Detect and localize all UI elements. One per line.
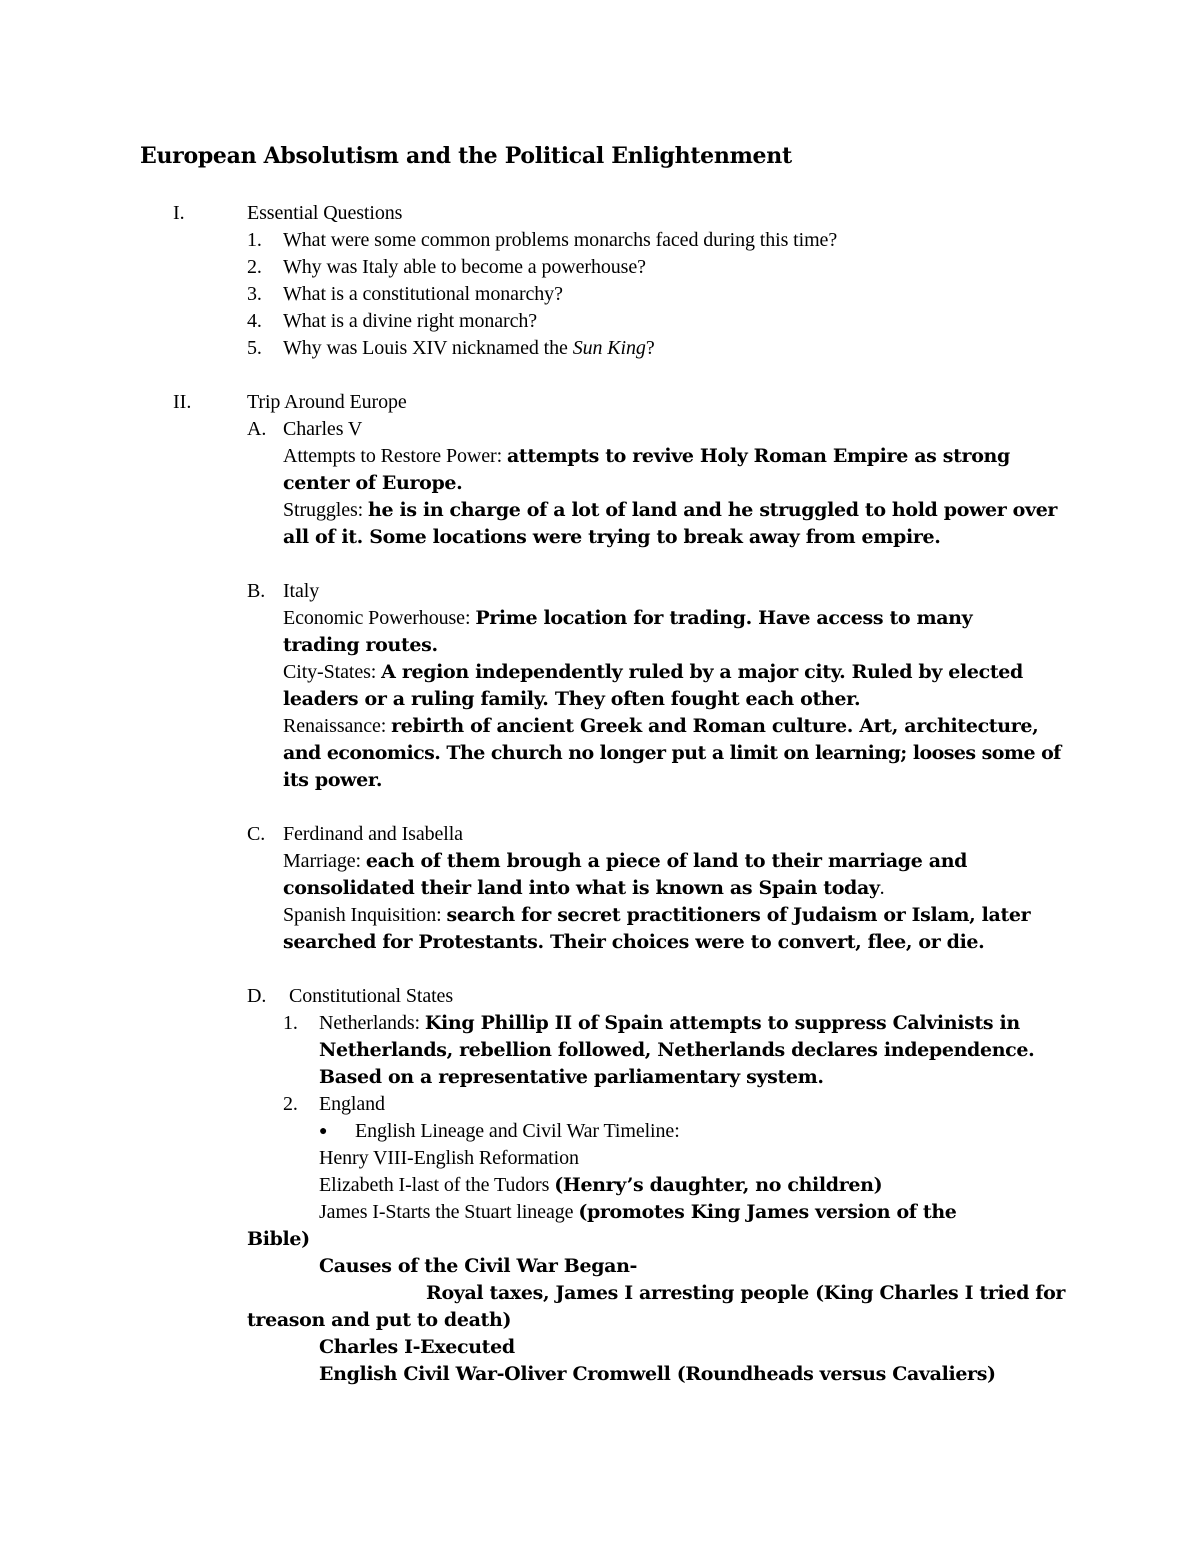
term-definition: and economics. The church no longer put a limit on learning; looses some of	[283, 742, 1061, 764]
english-civil-war	[319, 1361, 996, 1388]
question-text: What were some common problems monarchs faced during this time?	[283, 229, 838, 251]
term-definition: rebirth of ancient Greek and Roman culture. Art, architecture,	[391, 715, 1039, 737]
subsection-title: Ferdinand and Isabella	[283, 823, 463, 845]
term-label: Renaissance:	[283, 715, 392, 737]
bullet-icon: ●	[319, 1124, 328, 1139]
term-definition: leaders or a ruling family. They often fought each other.	[283, 688, 861, 710]
civil-war-causes-text	[426, 1280, 1065, 1307]
question-text-end: ?	[645, 337, 655, 359]
question-text: Why was Italy able to become a powerhouse?	[283, 256, 646, 278]
section-1-heading: Essential Questions	[247, 202, 403, 224]
item-number: 2.	[283, 1093, 298, 1115]
document-title: European Absolutism and the Political Enlightenment	[140, 143, 792, 169]
civil-war-causes	[319, 1253, 637, 1280]
question-2	[247, 254, 646, 281]
italy-city-states	[283, 659, 1023, 686]
timeline-entry: Elizabeth I-last of the Tudors	[319, 1174, 555, 1196]
subsection-b-heading	[247, 578, 319, 605]
question-3	[247, 281, 563, 308]
item-title: England	[319, 1093, 385, 1115]
question-number: 2.	[247, 256, 262, 278]
netherlands-item-cont-2	[319, 1064, 824, 1091]
ferdinand-isabella-marriage	[283, 848, 967, 875]
netherlands-item-cont-1	[319, 1037, 1034, 1064]
timeline-event: Charles I-Executed	[319, 1336, 515, 1358]
term-definition: King Phillip II of Spain attempts to suppress Calvinists in	[424, 1012, 1020, 1034]
charles-i-executed	[319, 1334, 515, 1361]
question-4	[247, 308, 537, 335]
subsection-d-heading	[247, 983, 453, 1010]
timeline-note: (promotes King James version of the	[578, 1201, 957, 1223]
term-label: City-States:	[283, 661, 382, 683]
charles-v-struggles	[283, 497, 1057, 524]
question-number: 5.	[247, 337, 262, 359]
causes-heading: Causes of the Civil War Began-	[319, 1255, 638, 1277]
question-number: 4.	[247, 310, 262, 332]
netherlands-item	[283, 1010, 1020, 1037]
henry-viii-line: Henry VIII-English Reformation	[319, 1147, 579, 1169]
term-definition: all of it. Some locations were trying to break away from empire.	[283, 526, 941, 548]
term-definition: A region independently ruled by a major city. Ruled by elected	[381, 661, 1023, 683]
term-definition: trading routes.	[283, 634, 438, 656]
subsection-title: Constitutional States	[289, 985, 454, 1007]
charles-v-restore-power-cont	[283, 470, 462, 497]
question-text: What is a divine right monarch?	[283, 310, 538, 332]
james-i-line	[319, 1199, 957, 1226]
term-label: Economic Powerhouse:	[283, 607, 476, 629]
term-label: Netherlands:	[319, 1012, 425, 1034]
subsection-letter: C.	[247, 823, 266, 845]
term-label: Marriage:	[283, 850, 366, 872]
spanish-inquisition	[283, 902, 1030, 929]
term-label: Attempts to Restore Power:	[283, 445, 507, 467]
timeline-note: (Henry’s daughter, no children)	[554, 1174, 883, 1196]
italy-renaissance	[283, 713, 1038, 740]
ferdinand-isabella-marriage-cont	[283, 875, 885, 902]
subsection-letter: D.	[247, 985, 267, 1007]
term-definition: center of Europe.	[283, 472, 463, 494]
charles-v-struggles-cont	[283, 524, 940, 551]
subsection-letter: A.	[247, 418, 267, 440]
subsection-title: Charles V	[283, 418, 363, 440]
subsection-title: Italy	[283, 580, 320, 602]
italy-renaissance-cont-1	[283, 740, 1061, 767]
question-1	[247, 227, 837, 254]
term-definition: attempts to revive Holy Roman Empire as strong	[506, 445, 1010, 467]
italy-economic-powerhouse-cont	[283, 632, 438, 659]
england-timeline-bullet	[319, 1118, 680, 1145]
bullet-text: English Lineage and Civil War Timeline:	[355, 1120, 680, 1142]
subsection-c-heading	[247, 821, 463, 848]
james-i-line-cont	[247, 1226, 310, 1253]
question-text: Why was Louis XIV nicknamed the	[283, 337, 573, 359]
term-definition: Based on a representative parliamentary system.	[319, 1066, 824, 1088]
timeline-note: Bible)	[247, 1228, 310, 1250]
question-number: 1.	[247, 229, 262, 251]
term-definition: Netherlands, rebellion followed, Netherlands declares independence.	[319, 1039, 1035, 1061]
sun-king-italic: Sun King	[572, 337, 646, 359]
term-label: Struggles:	[283, 499, 369, 521]
term-definition: its power.	[283, 769, 383, 791]
subsection-a-heading	[247, 416, 362, 443]
causes-text: Royal taxes, James I arresting people (King Charles I tried for	[426, 1282, 1066, 1304]
term-label: Spanish Inquisition:	[283, 904, 447, 926]
subsection-letter: B.	[247, 580, 266, 602]
section-2-heading: Trip Around Europe	[247, 391, 407, 413]
term-definition: he is in charge of a lot of land and he struggled to hold power over	[368, 499, 1058, 521]
england-item	[283, 1091, 385, 1118]
timeline-entry: James I-Starts the Stuart lineage	[319, 1201, 579, 1223]
charles-v-restore-power	[283, 443, 1010, 470]
timeline-event: English Civil War-Oliver Cromwell (Roundheads versus Cavaliers)	[319, 1363, 996, 1385]
causes-text: treason and put to death)	[247, 1309, 512, 1331]
term-definition: consolidated their land into what is known as Spain today	[283, 877, 880, 899]
elizabeth-i-line	[319, 1172, 882, 1199]
term-definition: each of them brough a piece of land to their marriage and	[365, 850, 968, 872]
question-5	[247, 335, 655, 362]
italy-economic-powerhouse	[283, 605, 972, 632]
spanish-inquisition-cont	[283, 929, 984, 956]
term-definition: searched for Protestants. Their choices were to convert, flee, or die.	[283, 931, 985, 953]
italy-city-states-cont	[283, 686, 860, 713]
item-number: 1.	[283, 1012, 298, 1034]
question-text: What is a constitutional monarchy?	[283, 283, 563, 305]
section-2-numeral: II.	[173, 391, 192, 413]
term-definition: search for secret practitioners of Judaism or Islam, later	[446, 904, 1031, 926]
italy-renaissance-cont-2	[283, 767, 382, 794]
term-definition: Prime location for trading. Have access to many	[475, 607, 973, 629]
civil-war-causes-text-cont	[247, 1307, 511, 1334]
section-1-numeral: I.	[173, 202, 185, 224]
question-number: 3.	[247, 283, 262, 305]
sentence-period: .	[879, 877, 885, 899]
